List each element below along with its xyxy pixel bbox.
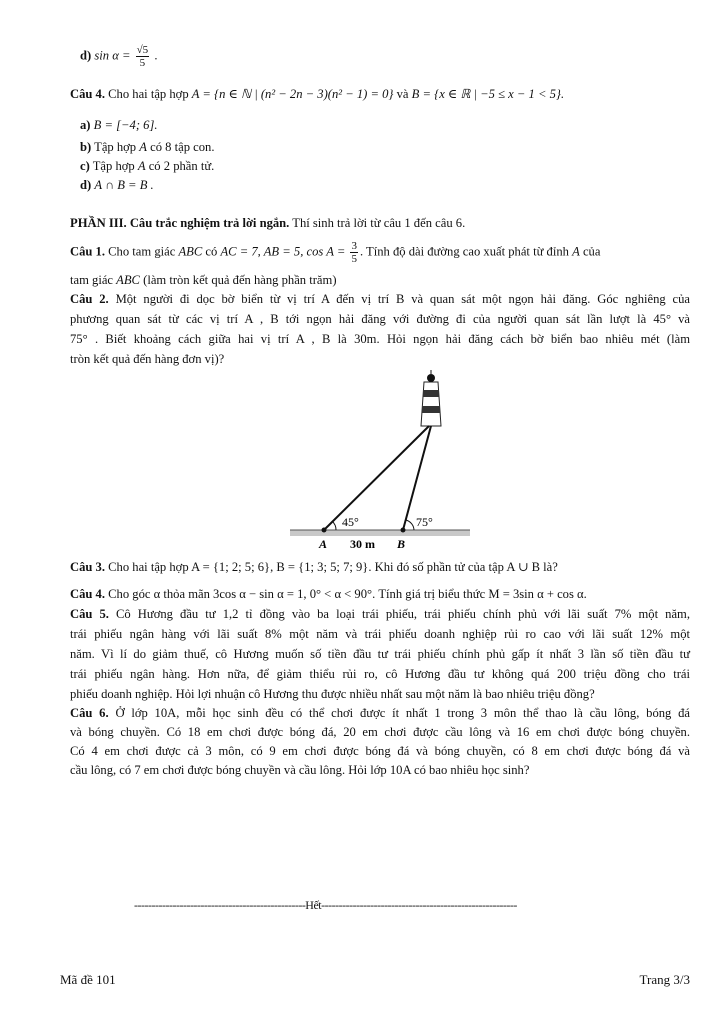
- text: Cho góc α thỏa mãn 3cos α − sin α = 1, 0° < α < 90°. Tính giá trị biểu thức M = 3sin α + cos α.: [108, 587, 587, 601]
- fraction-den: 5: [351, 253, 357, 265]
- text: Cô Hương đầu tư 1,2 tỉ đồng vào ba loại trái phiếu, trái phiếu chính phủ với lãi suất 7% một năm,: [116, 607, 690, 621]
- q4-text: Cho hai tập hợp: [108, 87, 189, 101]
- punct: .: [154, 48, 158, 63]
- q4-option-b: [80, 138, 700, 157]
- option-label: d): [80, 48, 92, 63]
- c4-line: [70, 585, 690, 604]
- tower-stripe: [422, 406, 440, 413]
- fraction: [350, 240, 358, 265]
- set-a: A = {n ∈ ℕ | (n² − 2n − 3)(n² − 1) = 0}: [191, 87, 394, 101]
- lighthouse-lamp: [427, 374, 435, 382]
- fraction: [136, 44, 150, 69]
- fraction-num: 3: [351, 240, 357, 252]
- c6-line1: [70, 704, 690, 723]
- option-label: b): [80, 140, 92, 154]
- c6-line2: [70, 723, 690, 742]
- text: . Tính độ dài đường cao xuất phát từ đỉnh: [359, 244, 569, 259]
- question-label: Câu 1.: [70, 244, 105, 259]
- q4-option-c: [80, 157, 700, 176]
- point-b-dot: [401, 528, 406, 533]
- tower-stripe: [423, 390, 439, 397]
- text: tam giác: [70, 273, 114, 287]
- part3-desc: Thí sinh trả lời từ câu 1 đến câu 6.: [292, 216, 466, 230]
- question-label: Câu 2.: [70, 292, 109, 306]
- text: Ở lớp 10A, mỗi học sinh đều có thể chơi được ít nhất 1 trong 3 môn thể thao là cầu lông, bóng đá: [115, 706, 691, 720]
- c5-line2: [70, 625, 690, 644]
- var: ABC: [116, 273, 140, 287]
- text: 75° . Biết khoảng cách giữa hai vị trí A , B là 30m. Hỏi ngọn hải đăng cách bờ biển bao nhiêu mét (làm: [70, 332, 690, 346]
- text: cầu lông, có 7 em chơi được bóng chuyền và cầu lông. Hỏi lớp 10A có bao nhiêu học sinh?: [70, 763, 530, 777]
- fraction-den: 5: [139, 57, 146, 69]
- fraction-num: √5: [136, 44, 149, 56]
- c2-line1: [70, 290, 690, 309]
- c5-line1: [70, 605, 690, 624]
- option-text: có 2 phần tử.: [148, 159, 215, 173]
- part3-title: PHẦN III. Câu trắc nghiệm trả lời ngắn.: [70, 216, 290, 230]
- c1-line1: [70, 240, 690, 265]
- exam-code: Mã đề 101: [60, 972, 116, 987]
- angle-arc-b: [406, 520, 414, 530]
- text: phiếu doanh nghiệp. Hỏi lợi nhuận cô Hương thu được nhiều nhất sau một năm là bao nhiêu triệu đồng?: [70, 687, 595, 701]
- option-label: d): [80, 178, 92, 192]
- text: có: [205, 244, 218, 259]
- math-lhs: sin α =: [94, 48, 131, 63]
- c5-line3: [70, 645, 690, 664]
- angle-a-label: 45°: [342, 515, 359, 529]
- part3-heading: [70, 214, 690, 233]
- q4-option-d: [80, 176, 700, 195]
- page-number: Trang 3/3: [639, 972, 690, 987]
- c1-line2: [70, 271, 690, 290]
- c5-line4: [70, 665, 690, 684]
- c3-line: [70, 558, 690, 577]
- text: trái phiếu ngân hàng. Hơn nữa, để giảm thiểu rủi ro, cô Hương đầu tư không quá 200 triệu đồng cho trái: [70, 667, 690, 681]
- text: Cho hai tập hợp A = {1; 2; 5; 6}, B = {1; 3; 5; 7; 9}. Khi đó số phần tử của tập A ∪ B là?: [108, 560, 558, 574]
- question-label: Câu 3.: [70, 560, 105, 574]
- question-label: Câu 4.: [70, 87, 105, 101]
- point-a-label: A: [319, 537, 328, 551]
- var: ABC: [178, 244, 203, 259]
- var: A: [139, 140, 147, 154]
- text: trái phiếu ngân hàng với lãi suất 8% một năm và trái phiếu doanh nghiệp rủi ro cao với lãi suất 12% một: [70, 627, 690, 641]
- and-word: và: [396, 87, 409, 101]
- lighthouse-tower: [421, 382, 441, 426]
- text: tròn kết quả đến hàng đơn vị)?: [70, 352, 225, 366]
- text: Có 4 em chơi được cả 3 môn, có 9 em chơi được bóng đá và bóng chuyền, có 8 em chơi được bóng đá và: [70, 744, 690, 758]
- c2-line4: [70, 350, 690, 369]
- point-b-label: B: [397, 537, 406, 551]
- question-label: Câu 4.: [70, 587, 105, 601]
- question-label: Câu 5.: [70, 607, 109, 621]
- sight-line-a: [324, 426, 429, 530]
- c5-line5: [70, 685, 690, 704]
- option-text: có 8 tập con.: [150, 140, 215, 154]
- question-label: Câu 6.: [70, 706, 109, 720]
- lighthouse-figure: [290, 368, 470, 554]
- text: năm. Vì lí do giảm thuế, cô Hương muốn số tiền đầu tư trái phiếu chính phủ gấp ít nhất 3 lần số tiền đầu tư: [70, 647, 690, 661]
- point-a-dot: [322, 528, 327, 533]
- text: và bóng chuyền. Có 18 em chơi được bóng đá, 20 em chơi được cầu lông và 16 em chơi được bóng chuyền.: [70, 725, 690, 739]
- c2-line2: [70, 310, 690, 329]
- angle-b-label: 75°: [416, 515, 433, 529]
- math: AC = 7, AB = 5, cos A =: [220, 244, 346, 259]
- shore-ground: [290, 530, 470, 536]
- text: Một người đi dọc bờ biển từ vị trí A đến vị trí B và quan sát một ngọn hải đăng. Góc nghiêng của: [115, 292, 691, 306]
- option-d-prev: [80, 44, 700, 69]
- c2-line3: [70, 330, 690, 349]
- option-text: B = [−4; 6].: [93, 118, 158, 132]
- c6-line3: [70, 742, 690, 761]
- q4-stem: [70, 85, 690, 104]
- option-text: Tập hợp: [94, 140, 137, 154]
- text: (làm tròn kết quả đến hàng phần trăm): [143, 273, 337, 287]
- text: của: [582, 244, 601, 259]
- distance-label: 30 m: [350, 537, 375, 551]
- c6-line4: [70, 761, 690, 780]
- q4-option-a: [80, 116, 700, 135]
- option-text: Tập hợp: [92, 159, 135, 173]
- text: Cho tam giác: [108, 244, 176, 259]
- set-b: B = {x ∈ ℝ | −5 ≤ x − 1 < 5}.: [411, 87, 565, 101]
- option-label: a): [80, 118, 91, 132]
- var: A: [572, 244, 580, 259]
- text: phương quan sát từ các vị trí A , B tới ngọn hải đăng với đường đi của người quan sát lần lượt là 45° và: [70, 312, 690, 326]
- end-marker: -------------------------------------------------Hết--------------------------------------------------------: [134, 898, 517, 912]
- option-text: A ∩ B = B .: [94, 178, 154, 192]
- option-label: c): [80, 159, 90, 173]
- var: A: [137, 159, 146, 173]
